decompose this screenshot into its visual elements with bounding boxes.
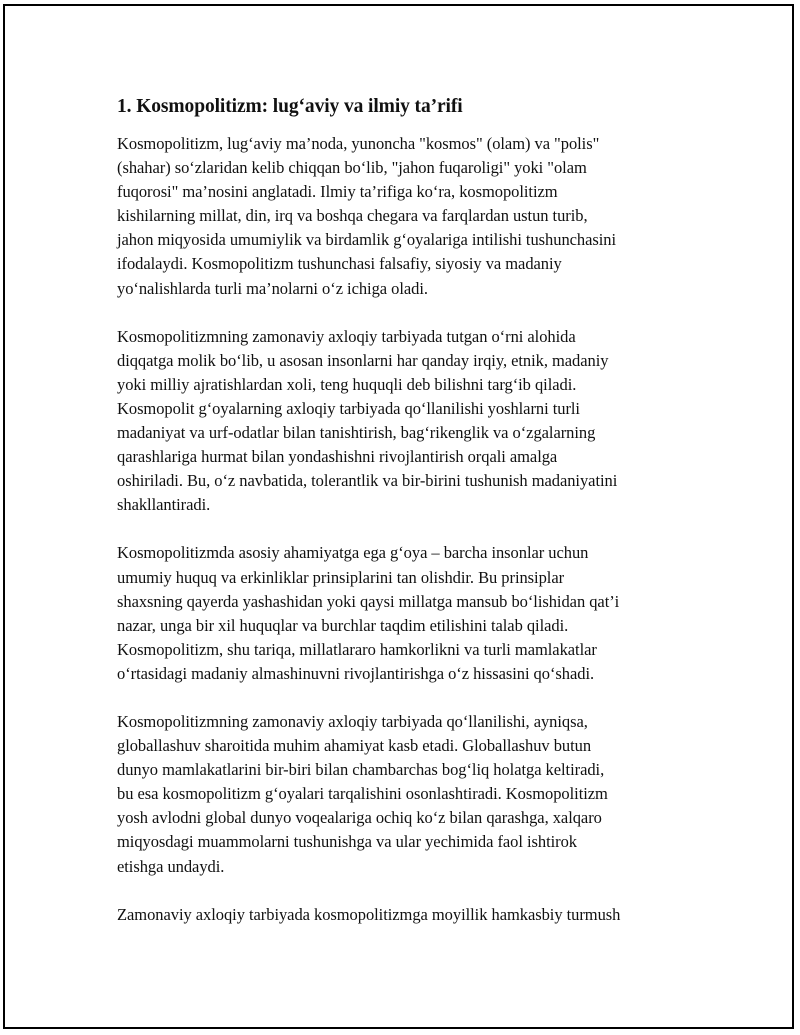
section-heading: 1. Kosmopolitizm: lug‘aviy va ilmiy ta’rifi: [117, 96, 463, 117]
text-line: kishilarning millat, din, irq va boshqa chegara va farqlardan ustun turib,: [117, 206, 588, 226]
text-line: globallashuv sharoitida muhim ahamiyat kasb etadi. Globallashuv butun: [117, 736, 592, 756]
text-line: shakllantiradi.: [117, 495, 211, 515]
text-line: o‘rtasidagi madaniy almashinuvni rivojlantirishga o‘z hissasini qo‘shadi.: [117, 663, 595, 683]
text-line: jahon miqyosida umumiylik va birdamlik g‘oyalariga intilishi tushunchasini: [117, 230, 617, 250]
document-body: [117, 94, 689, 951]
text-line: oshiriladi. Bu, o‘z navbatida, tolerantlik va bir-birini tushunish madaniyatini: [117, 471, 618, 491]
text-line: qarashlariga hurmat bilan yondashishni rivojlantirish orqali amalga: [117, 447, 558, 467]
paragraph-2: [117, 325, 689, 518]
text-line: Zamonaviy axloqiy tarbiyada kosmopolitizmga moyillik hamkasbiy turmush: [117, 904, 621, 924]
text-line: yoki milliy ajratishlardan xoli, teng huquqli deb bilishni targ‘ib qiladi.: [117, 374, 577, 394]
text-line: Kosmopolitizmning zamonaviy axloqiy tarbiyada tutgan o‘rni alohida: [117, 326, 576, 346]
text-line: miqyosdagi muammolarni tushunishga va ular yechimida faol ishtirok: [117, 832, 577, 852]
text-line: shaxsning qayerda yashashidan yoki qaysi millatga mansub bo‘lishidan qat’i: [117, 591, 620, 611]
text-line: umumiy huquq va erkinliklar prinsiplarini tan olishdir. Bu prinsiplar: [117, 567, 565, 587]
paragraph-5: [117, 903, 689, 927]
text-line: madaniyat va urf-odatlar bilan tanishtirish, bag‘rikenglik va o‘zgalarning: [117, 423, 596, 443]
text-line: bu esa kosmopolitizm g‘oyalari tarqalishini osonlashtiradi. Kosmopolitizm: [117, 784, 608, 804]
text-line: yosh avlodni global dunyo voqealariga ochiq ko‘z bilan qarashga, xalqaro: [117, 808, 602, 828]
paragraph-4: [117, 710, 689, 879]
text-line: Kosmopolitizm, shu tariqa, millatlararo hamkorlikni va turli mamlakatlar: [117, 639, 597, 659]
text-line: ifodalaydi. Kosmopolitizm tushunchasi falsafiy, siyosiy va madaniy: [117, 254, 562, 274]
text-line: Kosmopolitizmda asosiy ahamiyatga ega g‘oya – barcha insonlar uchun: [117, 543, 589, 563]
text-line: nazar, unga bir xil huquqlar va burchlar taqdim etilishini talab qiladi.: [117, 615, 569, 635]
text-line: dunyo mamlakatlarini bir-biri bilan chambarchas bog‘liq holatga keltiradi,: [117, 760, 605, 780]
paragraph-1: [117, 132, 689, 301]
text-line: Kosmopolitizm, lug‘aviy ma’noda, yunoncha "kosmos" (olam) va "polis": [117, 134, 600, 153]
paragraph-3: [117, 541, 689, 686]
text-line: diqqatga molik bo‘lib, u asosan insonlarni har qanday irqiy, etnik, madaniy: [117, 350, 609, 370]
text-line: fuqorosi" ma’nosini anglatadi. Ilmiy ta’rifiga ko‘ra, kosmopolitizm: [117, 182, 558, 202]
text-line: yo‘nalishlarda turli ma’nolarni o‘z ichiga oladi.: [117, 278, 428, 298]
text-line: Kosmopolit g‘oyalarning axloqiy tarbiyada qo‘llanilishi yoshlarni turli: [117, 398, 580, 418]
text-line: Kosmopolitizmning zamonaviy axloqiy tarbiyada qo‘llanilishi, ayniqsa,: [117, 711, 588, 731]
text-line: etishga undaydi.: [117, 856, 225, 876]
text-line: (shahar) so‘zlaridan kelib chiqqan bo‘lib, "jahon fuqaroligi" yoki "olam: [117, 158, 587, 178]
